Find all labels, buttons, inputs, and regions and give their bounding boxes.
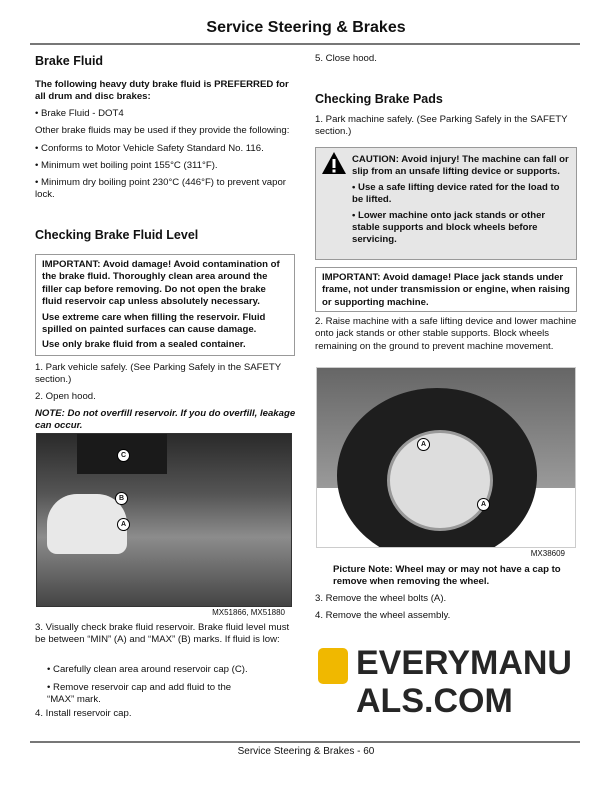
picture-note: Picture Note: Wheel may or may not have a cap to remove when removing the wheel.: [333, 564, 561, 588]
important-text: Use only brake fluid from a sealed container.: [42, 339, 246, 351]
important-text: Use extreme care when filling the reservoir. Fluid spilled on painted surfaces can cause damage.: [42, 311, 266, 336]
caution-text: • Lower machine onto jack stands or other stable supports and block wheels before servicing.: [352, 209, 546, 246]
header-divider: [30, 43, 580, 45]
callout-b: B: [115, 492, 128, 505]
note-text: NOTE: Do not overfill reservoir. If you do overfill, leakage can occur.: [35, 408, 296, 432]
important-text: IMPORTANT: Avoid damage! Place jack stands under frame, not under transmission or engine, when raising or supporting machine.: [322, 272, 570, 308]
bullet-item: • Carefully clean area around reservoir cap (C).: [47, 664, 248, 675]
step-4: 4. Install reservoir cap.: [35, 708, 132, 719]
callout-a: A: [477, 498, 490, 511]
step-3: 3. Visually check brake fluid reservoir. Brake fluid level must be between “MIN” (A) and “MAX” (B) marks. If fluid is low:: [35, 622, 290, 646]
brake-fluid-heading: Brake Fluid: [35, 54, 104, 68]
caution-box: [315, 147, 577, 260]
step-3: 3. Remove the wheel bolts (A).: [315, 593, 447, 604]
watermark: EVERYMANUALS.COM: [356, 644, 572, 720]
important-box: [315, 267, 577, 312]
important-box: [35, 254, 295, 356]
important-text: IMPORTANT: Avoid damage! Avoid contamination of the brake fluid. Thoroughly clean area around the filler cap before removing. Do not open the brake fluid reservoir cap unless absolutely necessary.: [42, 259, 280, 308]
page-title: Service Steering & Brakes: [206, 19, 406, 36]
step-1: 1. Park vehicle safely. (See Parking Safely in the SAFETY section.): [35, 362, 281, 386]
brake-pads-heading: Checking Brake Pads: [315, 92, 443, 106]
preferred-text: The following heavy duty brake fluid is PREFERRED for all drum and disc brakes:: [35, 79, 289, 103]
other-fluids-text: Other brake fluids may be used if they provide the following:: [35, 125, 290, 136]
reservoir-photo: [36, 433, 292, 607]
photo-caption: MX38609: [530, 549, 565, 558]
step-1: 1. Park machine safely. (See Parking Safely in the SAFETY section.): [315, 114, 568, 138]
check-level-heading: Checking Brake Fluid Level: [35, 228, 199, 242]
footer-divider: [30, 741, 580, 743]
fluid-type: • Brake Fluid - DOT4: [35, 108, 124, 119]
wheel-rim: [387, 430, 493, 531]
step-2: 2. Raise machine with a safe lifting device and lower machine onto jack stands or other stable supports. Block wheels remaining on the ground to prevent machine movement.: [315, 316, 577, 352]
warning-triangle-icon: [321, 151, 347, 175]
step-5: 5. Close hood.: [315, 53, 377, 64]
bullet-item: • Remove reservoir cap and add fluid to the “MAX” mark.: [47, 682, 232, 706]
requirement-item: • Conforms to Motor Vehicle Safety Standard No. 116.: [35, 143, 264, 154]
watermark-logo: [318, 648, 348, 684]
step-2: 2. Open hood.: [35, 391, 96, 402]
callout-a: A: [417, 438, 430, 451]
callout-c: C: [117, 449, 130, 462]
caution-text: • Use a safe lifting device rated for the load to be lifted.: [352, 181, 560, 206]
caution-text: CAUTION: Avoid injury! The machine can fall or slip from an unsafe lifting device or supports.: [352, 154, 569, 178]
reservoir-shape: [47, 494, 127, 554]
photo-caption: MX51866, MX51880: [212, 608, 285, 617]
step-4: 4. Remove the wheel assembly.: [315, 610, 451, 621]
callout-a: A: [117, 518, 130, 531]
requirement-item: • Minimum wet boiling point 155°C (311°F).: [35, 160, 218, 171]
page-footer: Service Steering & Brakes - 60: [237, 746, 375, 757]
wheel-photo: [316, 367, 576, 548]
requirement-item: • Minimum dry boiling point 230°C (446°F) to prevent vapor lock.: [35, 177, 286, 201]
